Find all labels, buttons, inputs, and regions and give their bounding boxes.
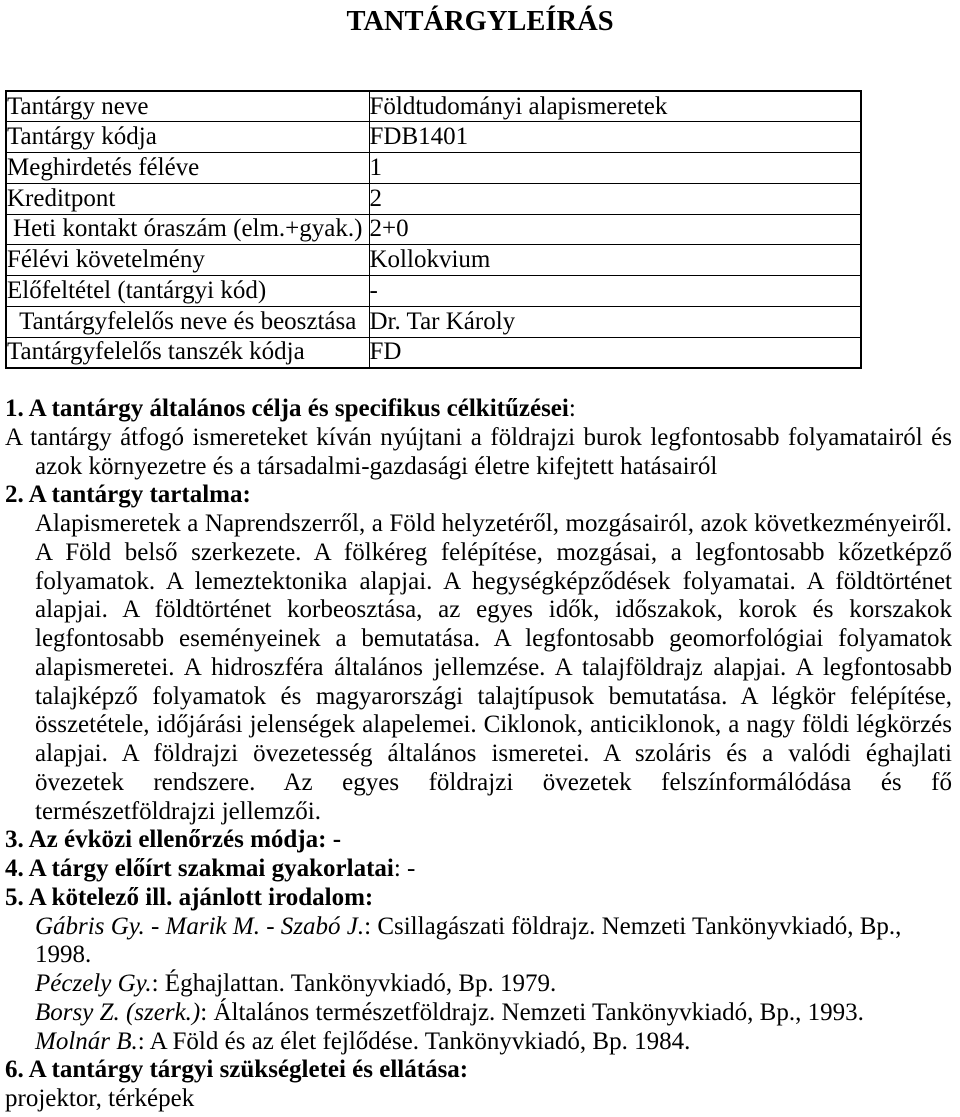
- subject-code-label: Tantárgy kódja: [6, 122, 369, 153]
- table-row-requirement: [6, 245, 861, 276]
- reference-text: : Csillagászati földrajz. Nemzeti Tankönyvkiadó, Bp.,: [364, 912, 902, 940]
- section-heading-text: 1. A tantárgy általános célja és specifikus célkitűzései: [5, 395, 569, 422]
- course-info-table: [5, 90, 862, 369]
- table-row-weekly-hours: [6, 214, 861, 245]
- reference-authors: Borsy Z. (szerk.): [35, 998, 201, 1026]
- section-literature: [5, 884, 952, 1057]
- prerequisite-label: Előfeltétel (tantárgyi kód): [6, 276, 369, 307]
- department-code-value: FD: [369, 337, 861, 368]
- weekly-hours-value: 2+0: [369, 214, 861, 245]
- section-line: természetföldrajzi jellemzői.: [35, 797, 321, 825]
- requirement-label: Félévi követelmény: [6, 245, 369, 276]
- section-line: összetétele, időjárási jelenségek alapelemei. Ciklonok, anticiklonok, a nagy földi légkörzés: [35, 711, 952, 739]
- section-line: talajképző folyamatok és magyarországi talajtípusok bemutatása. A légkör felépítése,: [35, 682, 952, 710]
- prerequisite-value: -: [369, 276, 861, 307]
- section-equipment: [5, 1056, 952, 1114]
- reference-text: : A Föld és az élet fejlődése. Tankönyvkiadó, Bp. 1984.: [137, 1027, 691, 1055]
- reference-text-continued: 1998.: [35, 941, 92, 969]
- section-heading: [5, 855, 952, 884]
- reference-authors: Gábris Gy. - Marik M. - Szabó J.: [35, 912, 365, 940]
- table-row-semester: [6, 153, 861, 184]
- course-leader-label: Tantárgyfelelős neve és beosztása: [6, 306, 369, 337]
- section-heading: 5. A kötelező ill. ajánlott irodalom:: [5, 883, 374, 911]
- reference-text: : Általános természetföldrajz. Nemzeti Tankönyvkiadó, Bp., 1993.: [200, 998, 864, 1026]
- table-row-department-code: [6, 337, 861, 368]
- course-leader-value: Dr. Tar Károly: [369, 306, 861, 337]
- section-line: alapjai. A földtörténet korbeosztása, az egyes idők, időszakok, korok és korszakok: [35, 596, 952, 624]
- semester-value: 1: [369, 153, 861, 184]
- section-line: övezetek rendszere. Az egyes földrajzi övezetek felszínformálódása és fő: [35, 768, 952, 796]
- reference-authors: Péczely Gy.: [35, 970, 152, 997]
- credits-label: Kreditpont: [6, 183, 369, 214]
- document-title: TANTÁRGYLEÍRÁS: [346, 6, 614, 37]
- section-assessment: [5, 826, 952, 855]
- section-line: A tantárgy átfogó ismereteket kíván nyújtani a földrajzi burok legfontosabb folyamatairól és: [5, 423, 952, 451]
- section-line: alapjai. A földrajzi övezetesség általános ismeretei. A szoláris és a valódi éghajlati: [35, 740, 952, 767]
- section-line: A Föld belső szerkezete. A fölkéreg felépítése, mozgásai, a legfontosabb kőzetképző: [35, 538, 952, 566]
- section-line: Alapismeretek a Naprendszerről, a Föld helyzetéről, mozgásairól, azok következményeiről.: [35, 510, 952, 537]
- table-row-course-leader: [6, 306, 861, 337]
- table-row-prerequisite: [6, 276, 861, 307]
- subject-code-value: FDB1401: [369, 122, 861, 153]
- section-practice: [5, 855, 952, 884]
- section-heading-text: 4. A tárgy előírt szakmai gyakorlatai: [5, 855, 394, 882]
- reference-item: [35, 1028, 952, 1057]
- table-row-credits: [6, 183, 861, 214]
- reference-authors: Molnár B.: [35, 1027, 138, 1055]
- table-row-subject-code: [6, 122, 861, 153]
- section-line: azok környezetre és a társadalmi-gazdasági életre kifejtett hatásairól: [35, 452, 718, 480]
- subject-name-label: Tantárgy neve: [6, 91, 369, 122]
- section-objectives: [5, 395, 952, 481]
- semester-label: Meghirdetés féléve: [6, 153, 369, 184]
- department-code-label: Tantárgyfelelős tanszék kódja: [6, 337, 369, 368]
- section-heading: 6. A tantárgy tárgyi szükségletei és ellátása:: [5, 1056, 469, 1084]
- reference-item: [35, 999, 952, 1028]
- section-heading-suffix: :: [568, 395, 576, 422]
- reference-item: [35, 970, 952, 999]
- section-line: alapismeretei. A hidroszféra általános jellemzése. A talajföldrajz alapjai. A legfontosabb: [35, 653, 952, 681]
- reference-item: [35, 913, 952, 942]
- section-heading: 3. Az évközi ellenőrzés módja: -: [5, 826, 342, 854]
- reference-text: : Éghajlattan. Tankönyvkiadó, Bp. 1979.: [151, 970, 557, 997]
- subject-name-value: Földtudományi alapismeretek: [369, 91, 861, 122]
- course-description-body: [5, 395, 952, 1114]
- table-row-subject-name: [6, 91, 861, 122]
- section-line: projektor, térképek: [5, 1085, 195, 1112]
- section-line: folyamatok. A lemeztektonika alapjai. A hegységképződések folyamatai. A földtörténet: [35, 567, 952, 595]
- section-heading: 2. A tantárgy tartalma:: [5, 481, 251, 509]
- requirement-value: Kollokvium: [369, 245, 861, 276]
- credits-value: 2: [369, 183, 861, 214]
- weekly-hours-label: Heti kontakt óraszám (elm.+gyak.): [6, 214, 369, 245]
- section-heading-suffix: : -: [393, 855, 416, 882]
- section-heading: [5, 395, 952, 424]
- section-content: [5, 481, 952, 826]
- section-line: legfontosabb eseményeinek a bemutatása. A legfontosabb geomorfológiai folyamatok: [35, 625, 952, 652]
